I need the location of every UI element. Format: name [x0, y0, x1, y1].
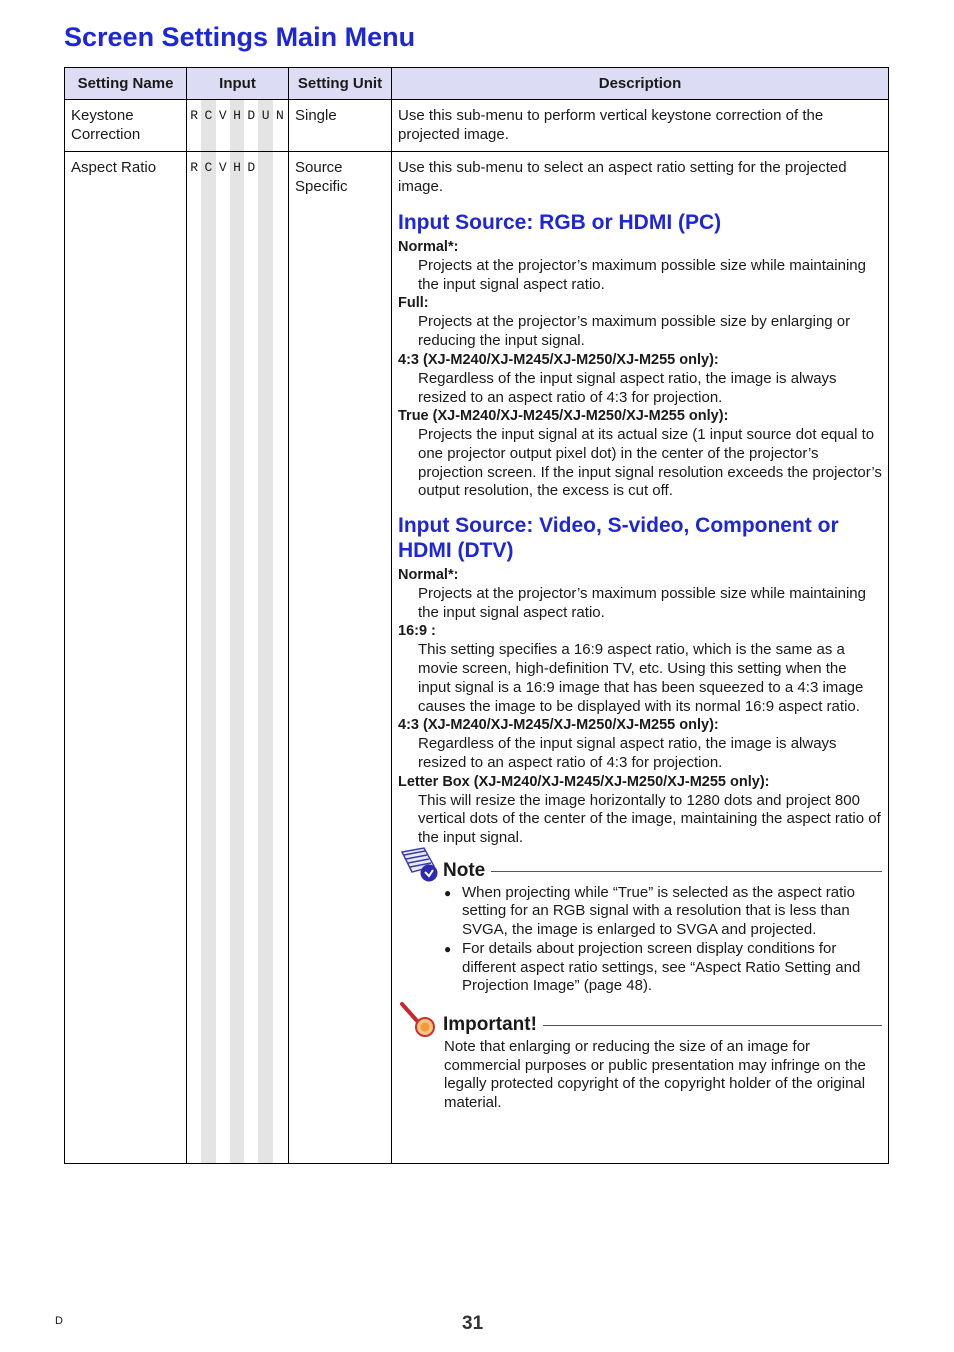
input-letter: H: [233, 160, 241, 175]
input-letters: [187, 152, 288, 175]
input-letter: D: [247, 160, 256, 175]
table-row: [65, 152, 889, 1164]
input-letter: N: [276, 108, 284, 123]
input-stripe: [244, 152, 258, 1163]
input-letter: V: [218, 160, 227, 175]
description-cell: [392, 100, 889, 152]
input-stripe: [201, 152, 215, 1163]
header-setting-unit: Setting Unit: [289, 68, 392, 100]
divider: [491, 871, 882, 872]
input-letter: H: [233, 108, 241, 123]
input-letter: R: [190, 160, 199, 175]
header-description: Description: [392, 68, 889, 100]
page-title: Screen Settings Main Menu: [64, 22, 416, 52]
settings-table: [64, 67, 889, 1164]
option-label: True (XJ-M240/XJ-M245/XJ-M250/XJ-M255 only):: [398, 408, 729, 425]
input-stripe: [273, 152, 287, 1163]
option-text: Regardless of the input signal aspect ratio, the image is always resized to an aspect ratio of 4:3 for projection.: [418, 369, 837, 406]
setting-unit-cell: [289, 152, 392, 1164]
input-stripe: [216, 152, 230, 1163]
option-label: 4:3 (XJ-M240/XJ-M245/XJ-M250/XJ-M255 only):: [398, 351, 719, 368]
input-letter: C: [204, 160, 213, 175]
divider: [543, 1025, 882, 1026]
option-label: 4:3 (XJ-M240/XJ-M245/XJ-M250/XJ-M255 only):: [398, 717, 719, 734]
magnifier-icon: [398, 1000, 442, 1038]
setting-unit: Single: [295, 107, 337, 124]
input-letter: R: [190, 108, 199, 123]
note-callout: [398, 858, 882, 996]
setting-name: Aspect Ratio: [71, 159, 157, 176]
section-heading-rgb: Input Source: RGB or HDMI (PC): [398, 211, 722, 234]
option-list: [398, 238, 882, 501]
setting-name-cell: [65, 100, 187, 152]
section-heading-video: Input Source: Video, S-video, Component or HDMI (DTV): [398, 514, 839, 563]
description-cell: [392, 152, 889, 1164]
input-stripe: [258, 152, 272, 1163]
input-letter: C: [204, 108, 213, 123]
option-text: Projects at the projector’s maximum possible size while maintaining the input signal aspect ratio.: [418, 585, 866, 621]
input-letter: U: [261, 108, 270, 123]
important-title: Important!: [443, 1014, 537, 1036]
option-label: 16:9 :: [398, 623, 436, 640]
setting-unit: Source Specific: [295, 159, 348, 195]
header-input: Input: [187, 68, 289, 100]
option-label: Normal*:: [398, 567, 459, 584]
option-text: This setting specifies a 16:9 aspect ratio, which is the same as a movie screen, high-definition TV, etc. Using this setting when the input signal is a 16:9 image that has been squeezed to a 4:3 image causes the image to be displayed with its normal 16:9 aspect ratio.: [418, 641, 864, 715]
option-text: Projects at the projector’s maximum possible size by enlarging or reducing the input signal.: [418, 313, 851, 350]
footer-letter: D: [55, 1315, 63, 1327]
table-header-row: [65, 68, 889, 100]
page-number: 31: [462, 1313, 484, 1334]
list-item: [444, 940, 882, 996]
list-item: [444, 884, 882, 940]
important-text: Note that enlarging or reducing the size of an image for commercial purposes or public presentation may infringe on the legally protected copyright of the copyright holder of the original material.: [444, 1037, 866, 1112]
header-setting-name: Setting Name: [65, 68, 187, 100]
table-row: [65, 100, 889, 152]
setting-name: Keystone Correction: [71, 107, 141, 143]
option-label: Normal*:: [398, 239, 459, 255]
input-cell: [187, 152, 289, 1164]
description-text: Use this sub-menu to perform vertical keystone correction of the projected image.: [398, 107, 824, 143]
option-text: This will resize the image horizontally to 1280 dots and project 800 vertical dots of the center of the image, maintaining the aspect ratio of the input signal.: [418, 791, 881, 847]
note-title: Note: [443, 860, 486, 882]
setting-unit-cell: [289, 100, 392, 152]
important-callout: [398, 1012, 882, 1113]
note-bullet-text: For details about projection screen display conditions for different aspect ratio settings, see “Aspect Ratio Setting and Projection Image” (page 48).: [462, 939, 861, 995]
bullet-icon: ●: [444, 885, 452, 900]
input-cell: [187, 100, 289, 152]
option-label: Full:: [398, 295, 429, 312]
note-pad-icon: [398, 846, 442, 884]
option-text: Projects the input signal at its actual size (1 input source dot equal to one projector output pixel dot) in the center of the projector’s projection screen. If the input signal resolution exceeds the projector’s output resolution, the excess is cut off.: [418, 426, 882, 500]
option-label: Letter Box (XJ-M240/XJ-M245/XJ-M250/XJ-M255 only):: [398, 773, 770, 790]
input-letter: V: [218, 108, 227, 123]
input-stripe: [187, 152, 201, 1163]
input-letter: D: [247, 108, 256, 123]
setting-name-cell: [65, 152, 187, 1164]
description-text: Use this sub-menu to select an aspect ratio setting for the projected image.: [398, 159, 847, 195]
option-text: Regardless of the input signal aspect ratio, the image is always resized to an aspect ratio of 4:3 for projection.: [418, 735, 837, 771]
option-list: [398, 566, 882, 848]
input-stripe: [230, 152, 244, 1163]
input-letters: [187, 100, 288, 123]
bullet-icon: ●: [444, 941, 452, 956]
option-text: Projects at the projector’s maximum possible size while maintaining the input signal aspect ratio.: [418, 257, 866, 293]
note-bullet-text: When projecting while “True” is selected as the aspect ratio setting for an RGB signal with a resolution that is less than SVGA, the image is enlarged to SVGA and projected.: [462, 883, 855, 939]
